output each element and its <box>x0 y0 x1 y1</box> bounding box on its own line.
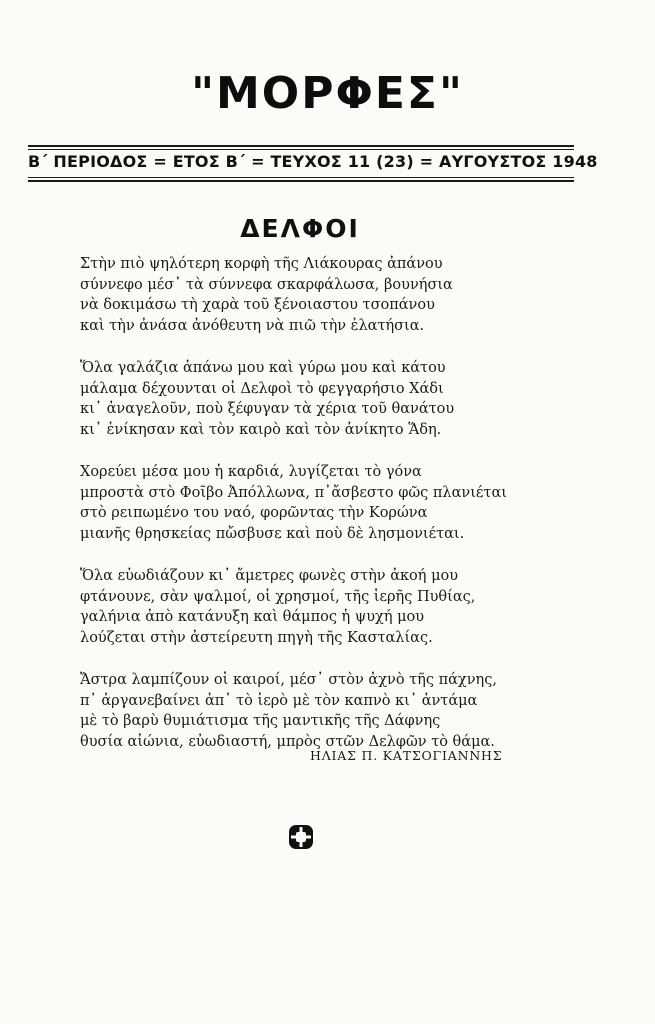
poem-line: π᾽ ἀργανεβαίνει ἀπ᾽ τὸ ἱερὸ μὲ τὸν καπνὸ κι᾽ ἀντάμα <box>80 692 478 709</box>
poem-line: μὲ τὸ βαρὺ θυμιάτισμα τῆς μαντικῆς τῆς Δάφνης <box>80 713 441 729</box>
poem-line: θυσία αἰώνια, εὐωδιαστή, μπρὸς στῶν Δελφῶν τὸ θάμα. <box>80 733 495 750</box>
poem-line: Ἄστρα λαμπίζουν οἱ καιροί, μέσ᾽ στὸν ἀχνὸ τῆς πάχνης, <box>80 672 497 688</box>
poem-line: Ὅλα γαλάζια ἀπάνω μου καὶ γύρω μου καὶ κάτου <box>80 360 446 376</box>
poem-line: γαλήνια ἀπὸ κατάνυξη καὶ θάμπος ἡ ψυχή μου <box>80 609 425 625</box>
poem-line: κι᾽ ἐνίκησαν καὶ τὸν καιρὸ καὶ τὸν ἀνίκητο Ἅδη. <box>80 421 442 438</box>
poem-line: μπροστὰ στὸ Φοῖβο Ἀπόλλωνα, π᾽ἄσβεστο φῶς πλανιέται <box>80 484 507 501</box>
stanza <box>80 566 580 648</box>
poem-author: ΗΛΙΑΣ Π. ΚΑΤΣΟΓΙΑΝΝΗΣ <box>310 748 503 763</box>
poem-line: κι᾽ ἀναγελοῦν, ποὺ ξέφυγαν τὰ χέρια τοῦ θανάτου <box>80 401 455 417</box>
stanza <box>80 254 580 336</box>
issue-line: Β΄ ΠΕΡΙΟΔΟΣ = ΕΤΟΣ Β΄ = ΤΕΥΧΟΣ 11 (23) = ΑΥΓΟΥΣΤΟΣ 1948 <box>28 152 598 171</box>
magazine-title: "ΜΟΡΦΕΣ" <box>191 68 464 119</box>
poem-line: νὰ δοκιμάσω τὴ χαρὰ τοῦ ξένοιαστου τσοπάνου <box>80 297 435 313</box>
stanza <box>80 358 580 440</box>
poem-body <box>80 254 580 774</box>
ornament-icon <box>288 824 314 850</box>
poem-line: στὸ ρειπωμένο του ναό, φορῶντας τὴν Κορώνα <box>80 505 428 521</box>
header-rule-bottom-thin <box>28 177 574 178</box>
poem-line: Ὅλα εὐωδιάζουν κι᾽ ἄμετρες φωνὲς στὴν ἀκοή μου <box>80 568 459 584</box>
poem-line: μάλαμα δέχουνται οἱ Δελφοὶ τὸ φεγγαρήσιο Χάδι <box>80 380 444 397</box>
header-rule-top <box>28 145 574 147</box>
header-rule-top-thin <box>28 149 574 150</box>
stanza <box>80 462 580 544</box>
stanza <box>80 670 580 752</box>
poem-line: Στὴν πιὸ ψηλότερη κορφὴ τῆς Λιάκουρας ἀπάνου <box>80 256 443 272</box>
poem-line: καὶ τὴν ἀνάσα ἀνόθευτη νὰ πιῶ τὴν ἐλατήσια. <box>80 317 425 334</box>
poem-line: μιανῆς θρησκείας πὤσβυσε καὶ ποὺ δὲ λησμονιέται. <box>80 525 465 542</box>
poem-line: φτάνουνε, σὰν ψαλμοί, οἱ χρησμοί, τῆς ἱερῆς Πυθίας, <box>80 588 476 605</box>
poem-line: Χορεύει μέσα μου ἡ καρδιά, λυγίζεται τὸ γόνα <box>80 464 422 480</box>
poem-line: σύννεφο μέσ᾽ τὰ σύννεφα σκαρφάλωσα, βουνήσια <box>80 276 453 293</box>
poem-line: λούζεται στὴν ἀστείρευτη πηγὴ τῆς Κασταλίας. <box>80 629 433 646</box>
header-rule-bottom <box>28 180 574 182</box>
poem-title: ΔΕΛΦΟΙ <box>240 214 360 243</box>
